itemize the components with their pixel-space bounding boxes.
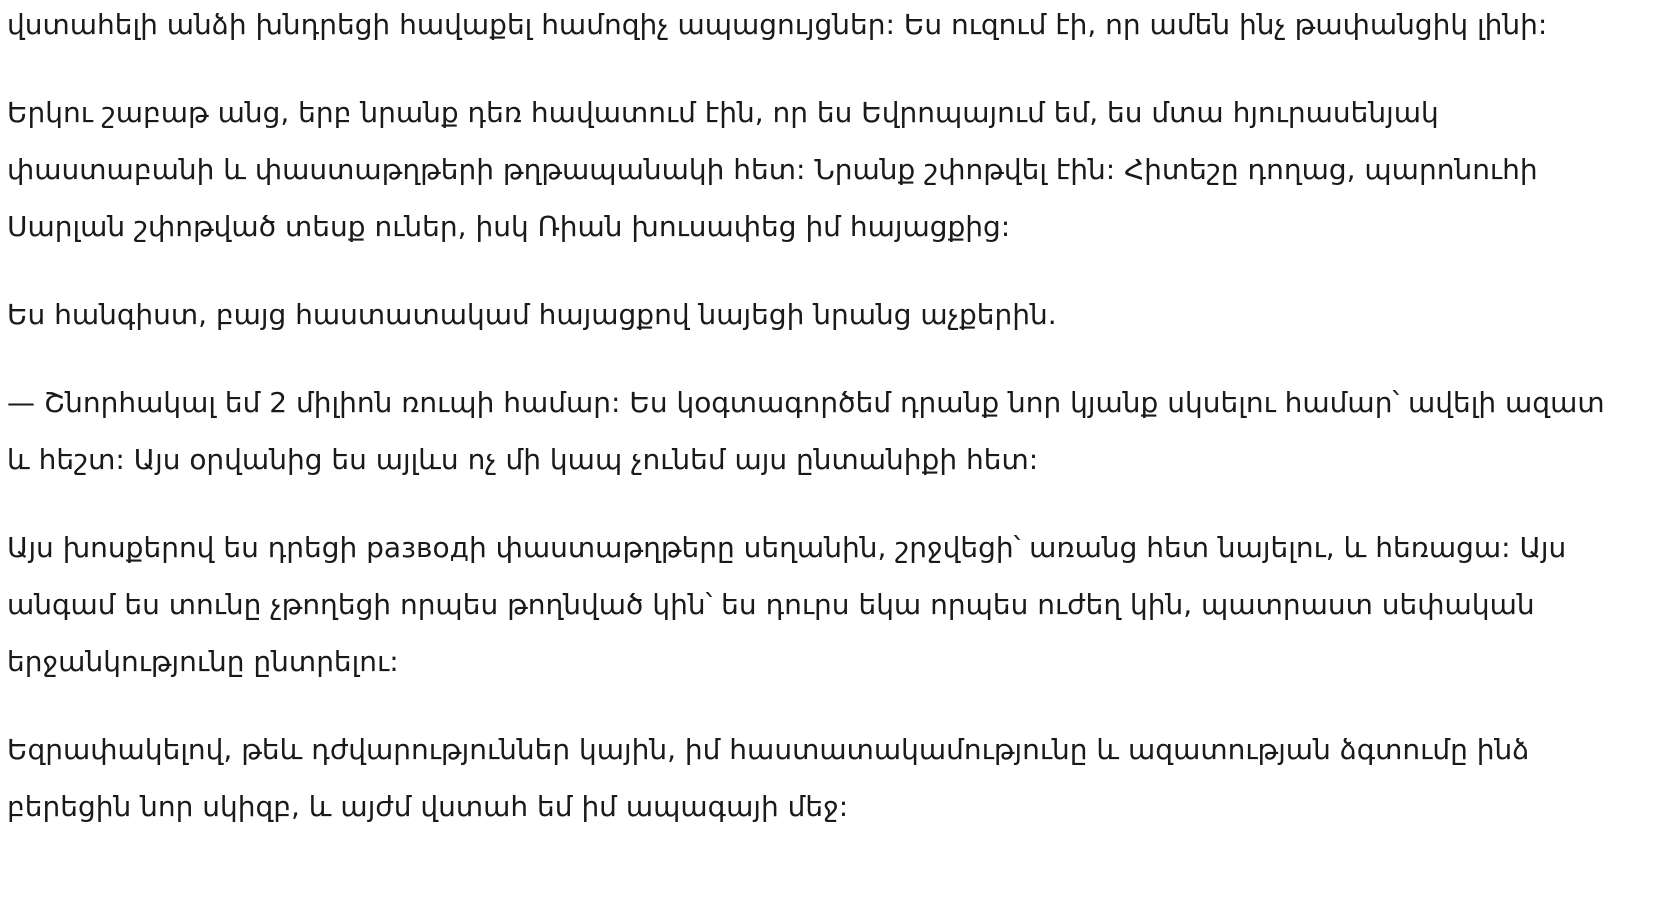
paragraph: Այս խոսքերով ես դրեցի разводի փաստաթղթերը սեղանին, շրջվեցի՝ առանց հետ նայելու, և հեռացա: Այս անգամ ես տունը չթողեցի որպես թողնված կին՝ ես դուրս եկա որպես ուժեղ կին, պատրաստ սեփական երջանկությունը ընտրելու: — [7, 531, 1567, 678]
document-body — [7, 0, 1627, 866]
paragraph: Երկու շաբաթ անց, երբ նրանք դեռ հավատում էին, որ ես Եվրոպայում եմ, ես մտա հյուրասենյակ փաստաբանի և փաստաթղթերի թղթապանակի հետ: Նրանք շփոթվել էին: Հիտեշը դողաց, պարոնուհի Սարլան շփոթված տեսք ուներ, իսկ Ռիան խուսափեց իմ հայացքից: — [7, 96, 1538, 243]
paragraph: Եզրափակելով, թեև դժվարություններ կային, իմ հաստատակամությունը և ազատության ձգտումը ինձ բերեցին նոր սկիզբ, և այժմ վստահ եմ իմ ապագայի մեջ: — [7, 733, 1530, 823]
paragraph: վստահելի անձի խնդրեցի հավաքել համոզիչ ապացույցներ: Ես ուզում էի, որ ամեն ինչ թափանցիկ լինի: — [7, 8, 1548, 41]
paragraph: Ես հանգիստ, բայց հաստատակամ հայացքով նայեցի նրանց աչքերին. — [7, 298, 1057, 331]
paragraph: — Շնորհակալ եմ 2 միլիոն ռուպի համար: Ես կօգտագործեմ դրանք նոր կյանք սկսելու համար՝ ավելի ազատ և հեշտ: Այս օրվանից ես այլևս ոչ մի կապ չունեմ այս ընտանիքի հետ: — [7, 386, 1605, 476]
